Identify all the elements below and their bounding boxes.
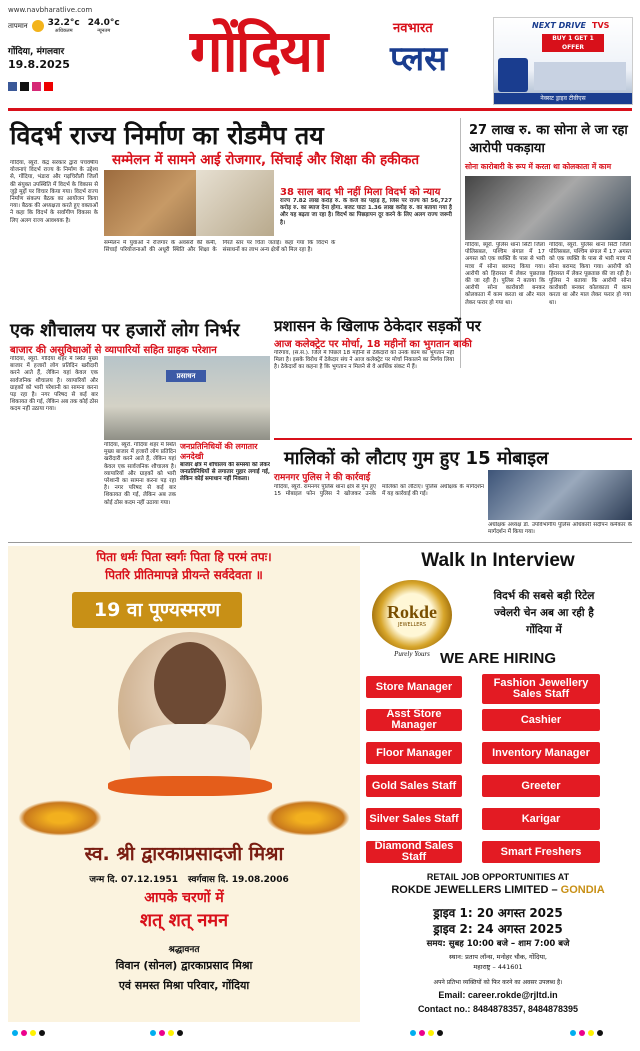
role-smart-freshers: Smart Freshers [482,841,600,863]
interview-time: समय: सुबह 10:00 बजे – शाम 7:00 बजे [426,939,570,949]
scooter-image [498,58,528,92]
role-inventory-manager: Inventory Manager [482,742,600,764]
toilet-body-col1: गोंदिया, ब्यूरो. गोंदिया शहर में स्थित मुख्य बाजार में हजारों लोग प्रतिदिन खरीदारी करने आते हैं, लेकिन यहां केवल एक सार्वजनिक शौचालय है। व्यापारियों और ग्राहकों को भारी परेशानी का सामना करना पड़ रहा है। नगर परिषद से कई बार शिकायत की गई, लेकिन अब तक कोई ठोस कदम नहीं उठाया गया। [10,356,98,413]
role-gold-sales-staff: Gold Sales Staff [366,775,462,797]
gold-photo [465,176,631,240]
memorial-by1: विवान (सोनल) द्वारकाप्रसाद मिश्रा [115,959,253,972]
temp-min: 24.0°c [87,18,120,28]
gold-body-col1: गोंदिया, ब्यूरो. पुलिस थाना सिटी जिला पोलिसबल, पश्चिम बंगाल में 17 अगस्त को एक व्यक्ति के पास से भारी मात्रा में सोना बरामद किया गया। आरोपी को हिरासत में लेकर पूछताछ की जा रही है। पुलिस ने बताया कि आरोपी सोना कारोबारी बनकर कोलकाता में काम करता था और माल लेकर फरार हो गया था। [465,242,545,306]
lead-caption: 38 साल बाद भी नहीं मिला विदर्भ को न्याय [280,187,441,198]
youtube-icon[interactable] [44,82,53,91]
diya-right-icon [266,800,350,836]
mobile-kicker: रामनगर पुलिस ने की कार्रवाई [274,473,371,483]
gold-subhead: सोना कारोबारी के रूप में करता था कोलकाता में काम [465,162,612,171]
lead-photo-2 [196,170,274,236]
toilet-sidebar-body: बाजार क्षेत्र में शौचालय की समस्या को लेकर जनप्रतिनिधियों से लगातार गुहार लगाई गई, लेकिन कोई समाधान नहीं निकला। [180,462,270,483]
walkin-note: अपने प्रतिभा व्यक्तियों को फिर करने का अवसर उपलब्ध है। [433,979,563,986]
role-silver-sales-staff: Silver Sales Staff [366,808,462,830]
memorial-by-label: श्रद्धावनत [168,945,200,955]
portrait-shirt [130,724,250,782]
lead-body-col1: गोंदिया, ब्यूरो. केंद्र सरकार द्वारा पंचवर्षीय योजनाएं विदर्भ राज्य के निर्माण के उद्देश्य से, गोंदिया, भंडारा और गढ़चिरौली जिलों की संयुक्त उपस्थिति में विदर्भ के विकास से जुड़े मुद्दों पर विचार किया गया। विदर्भ राज्य निर्माण संकल्प बैठक का आयोजन किया गया। बैठक की अध्यक्षता करते हुए वक्ताओं ने कहा कि विदर्भ के सर्वांगीण विकास के लिए अलग राज्य आवश्यक है। [10,160,98,224]
x-icon[interactable] [20,82,29,91]
contact-label: Contact no.: [417,1004,473,1014]
rokde-tagline: Purely Yours [394,650,430,658]
mobile-body: गोंदिया, ब्यूरो. रामनगर पुलिस थाना क्षेत्र से गुम हुए 15 मोबाइल फोन पुलिस ने खोजकर उनके मालिकों को लौटाए। पुलिस अधीक्षक के मार्गदर्शन में यह कार्रवाई की गई। [274,484,484,498]
lead-subhead: सम्मेलन में सामने आई रोजगार, सिंचाई और शिक्षा की हकीकत [112,152,420,168]
walkin-hindi1: विदर्भ की सबसे बड़ी रिटेल [493,590,595,602]
portrait-face [154,642,226,728]
diya-left-icon [18,800,102,836]
cmyk-marks-right [570,1030,603,1036]
tvs-ad[interactable] [493,17,633,105]
role-cashier: Cashier [482,709,600,731]
role-greeter: Greeter [482,775,600,797]
memorial-birth: जन्म दि. 07.12.1951 [89,875,178,885]
mobile-photo [488,470,632,520]
contractor-body: गोरेगांव, (स.सं.). जिले में पिछले 18 महीनों से ठेकेदारों को उनके काम का भुगतान नहीं मिला है। इसके विरोध में ठेकेदार संघ ने आज कलेक्ट्रेट पर मोर्चा निकालने का निर्णय लिया है। ठेकेदारों का कहना है कि भुगतान न मिलने से वे आर्थिक संकट में हैं। [274,350,454,371]
memorial-line1: आपके चरणों में [144,890,224,906]
bikes-image [534,62,626,90]
toilet-sign: प्रसाधन [166,370,206,382]
email-label: Email: [438,990,468,1000]
venue-line2: महाराष्ट्र – 441601 [473,963,523,971]
walkin-hindi2: ज्वेलरी चेन अब आ रही है [494,607,594,619]
email-value[interactable]: career.rokde@rjltd.in [467,990,558,1000]
memorial-quote-1: पिता धर्मः पिता स्वर्गः पिता हि परमं तपः। [96,550,272,564]
toilet-headline: एक शौचालय पर हजारों लोग निर्भर [10,320,240,341]
drive-1: ड्राइव 1: 20 अगस्त 2025 [433,906,563,920]
sun-icon [32,20,44,32]
retail-line1: RETAIL JOB OPPORTUNITIES AT [426,872,570,882]
role-asst-store-manager: Asst Store Manager [366,709,462,731]
cmyk-marks-mid2 [410,1030,443,1036]
rokde-brand-sub: JEWELLERS [397,622,427,628]
ad-footer: नेक्सट ड्राइव टीवीएस [494,93,632,104]
website-url[interactable]: www.navbharatlive.com [8,6,93,14]
role-diamond-sales-staff: Diamond Sales Staff [366,841,462,863]
rokde-brand: Rokde [386,602,437,622]
toilet-subhead: बाजार की असुविधाओं से व्यापारियों सहित ग्राहक परेशान [10,345,217,356]
walkin-title: Walk In Interview [421,550,575,571]
ad-offer: BUY 1 GET 1 OFFER [542,34,604,52]
brand-top: नवभारत [393,21,433,36]
instagram-icon[interactable] [32,82,41,91]
contractor-headline: प्रशासन के खिलाफ ठेकेदार सड़कों पर [274,317,481,335]
mobile-divider [274,438,632,440]
contact-value[interactable]: 8484878357, 8484878395 [472,1004,579,1014]
weather-box [8,18,120,34]
issue-date: 19.8.2025 [8,58,70,71]
memorial-quote-2: पितरि प्रीतिमापन्ने प्रीयन्ते सर्वदेवता ॥ [105,568,263,582]
masthead-divider [8,108,632,111]
mobile-caption: अधीक्षक अध्यक्ष डॉ. उपविभागीय पुलिस अधिकारी संदीपन कर्मकार के मार्गदर्शन में किया गया। [488,522,632,536]
facebook-icon[interactable] [8,82,17,91]
weather-label: तापमान [8,21,28,30]
rokde-logo [372,580,452,650]
drive-2: ड्राइव 2: 24 अगस्त 2025 [433,922,563,936]
memorial-portrait [118,632,262,782]
gold-body-col2: गोंदिया, ब्यूरो. पुलिस थाना सिटी जिला पोलिसबल, पश्चिम बंगाल में 17 अगस्त को एक व्यक्ति के पास से भारी मात्रा में सोना बरामद किया गया। आरोपी को हिरासत में लेकर पूछताछ की जा रही है। पुलिस ने बताया कि आरोपी सोना कारोबारी बनकर कोलकाता में काम करता था और माल लेकर फरार हो गया था। [549,242,631,306]
marigold-garland [108,776,272,796]
gold-headline: 27 लाख रु. का सोना ले जा रहा आरोपी पकड़ाया [469,123,628,156]
brand-main: प्लस [390,39,448,79]
ad-brand: NEXT DRIVE [532,21,587,30]
role-fashion-jewellery: Fashion Jewellery Sales Staff [482,674,600,704]
venue-line1: स्थान: प्रताप लॉन्स, मनोहर चौक, गोंदिया, [449,953,547,961]
memorial-by2: एवं समस्त मिश्रा परिवार, गोंदिया [118,979,250,992]
ad-brand2: TVS [592,21,610,30]
city-day: गोंदिया, मंगलवार [8,47,65,57]
contractor-subhead: आज कलेक्ट्रेट पर मोर्चा, 18 महीनों का भुगतान बाकी [274,339,472,350]
role-karigar: Karigar [482,808,600,830]
walkin-hindi3: गोंदिया में [526,624,562,636]
cmyk-marks-mid [150,1030,183,1036]
memorial-ad [8,546,360,1022]
memorial-name: स्व. श्री द्वारकाप्रसादजी मिश्रा [84,843,284,865]
lead-headline: विदर्भ राज्य निर्माण का रोडमैप तय [10,121,324,150]
toilet-sidebar-title: जनप्रतिनिधियों की लगातार अनदेखी [180,442,258,461]
retail-line2: ROKDE JEWELLERS LIMITED – [391,884,561,896]
section-divider [8,542,632,543]
gold-story [460,118,632,368]
temp-min-label: न्यूनतम [97,28,111,34]
temp-max: 32.2°c [47,18,80,28]
role-store-manager: Store Manager [366,676,462,698]
mobile-headline: मालिकों को लौटाए गुम हुए 15 मोबाइल [284,448,549,469]
memorial-line2: शत् शत् नमन [139,910,229,931]
toilet-photo [104,356,270,440]
social-icons [8,82,53,91]
hiring-heading: WE ARE HIRING [439,650,557,667]
cmyk-marks-left [12,1030,45,1036]
walkin-ad [364,546,632,1022]
temp-max-label: अधिकतम [54,28,73,34]
masthead-title: गोंदिया [190,17,327,85]
lead-body-cols: सम्मेलन में युवाओं ने रोजगार के अवसरों की कमी, सिंचाई परियोजनाओं की अधूरी स्थिति और शिक्षा के गिरते स्तर पर चिंता जताई। कहा गया कि विदर्भ के संसाधनों का लाभ अन्य क्षेत्रों को मिल रहा है। [104,240,336,254]
toilet-body-col2: गोंदिया, ब्यूरो. गोंदिया शहर में स्थित मुख्य बाजार में हजारों लोग प्रतिदिन खरीदारी करने आते हैं, लेकिन यहां केवल एक सार्वजनिक शौचालय है। व्यापारियों और ग्राहकों को भारी परेशानी का सामना करना पड़ रहा है। नगर परिषद से कई बार शिकायत की गई, लेकिन अब तक कोई ठोस कदम नहीं उठाया गया। [104,442,176,506]
memorial-ribbon: 19 वा पूण्यस्मरण [72,592,242,628]
retail-gondia: GONDIA [560,884,605,896]
role-floor-manager: Floor Manager [366,742,462,764]
memorial-death: स्वर्गवास दि. 19.08.2006 [188,875,289,885]
lead-body-box: राज्य 7.82 लाख करोड़ रु. के कर्ज का पहाड़ है, जिस पर राज्य को 56,727 करोड़ रु. का ब्याज देना होगा. बजट घाटा 1.36 लाख करोड़ रु. का बताया गया है और यह बढ़ता जा रहा है। विदर्भ का पिछड़ापन दूर करने के लिए अलग राज्य जरूरी है। [280,198,452,226]
